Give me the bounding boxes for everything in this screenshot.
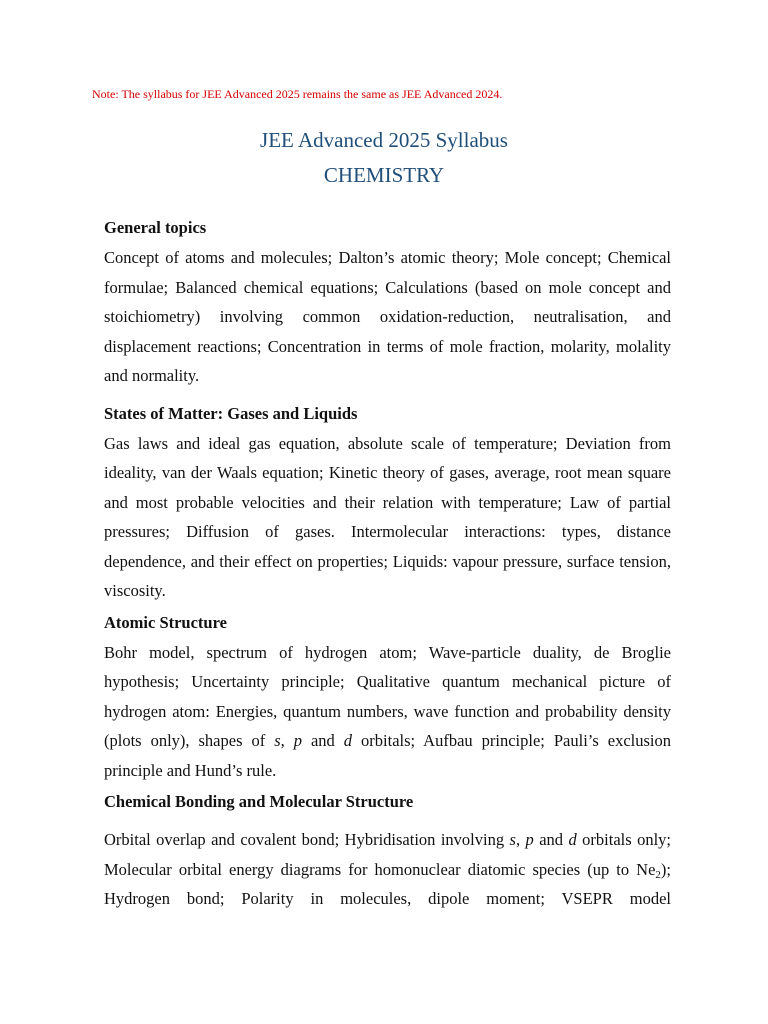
section-heading-atomic: Atomic Structure [104, 612, 227, 632]
section-body-atomic: Bohr model, spectrum of hydrogen atom; Wave-particle duality, de Broglie hypothesis; Uncertainty principle; Qualitative quantum mechanical picture of hydrogen atom: Energies, quantum numbers, wave function and probability density (plots only), shapes of s, p and d orbitals; Aufbau principle; Pauli’s exclusion principle and Hund’s rule. [104, 642, 672, 780]
page-title: JEE Advanced 2025 Syllabus [260, 128, 508, 152]
section-heading-states: States of Matter: Gases and Liquids [104, 403, 358, 423]
section-body-bonding: Orbital overlap and covalent bond; Hybridisation involving s, p and d orbitals only; Molecular orbital energy diagrams for homonuclear diatomic species (up to $Ne_2$); Hydrogen bond; Polarity in molecules, dipole moment; VSEPR model [104, 830, 671, 908]
subject-title: CHEMISTRY [323, 163, 445, 187]
section-body-general: Concept of atoms and molecules; Dalton’s atomic theory; Mole concept; Chemical formulae; Balanced chemical equations; Calculations (based on mole concept and stoichiometry) involving common oxidation-reduction, neutralisation, and displacement reactions; Concentration in terms of mole fraction, molarity, molality and normality. [104, 248, 671, 385]
section-heading-bonding: Chemical Bonding and Molecular Structure [104, 792, 414, 811]
section-body-states: Gas laws and ideal gas equation, absolute scale of temperature; Deviation from ideality, van der Waals equation; Kinetic theory of gases, average, root mean square and most probable velocities and their relation with temperature; Law of partial pressures; Diffusion of gases. Intermolecular interactions: types, distance dependence, and their effect on properties; Liquids: vapour pressure, surface tension, viscosity. [104, 433, 671, 600]
syllabus-note: Note: The syllabus for JEE Advanced 2025 remains the same as JEE Advanced 2024. [92, 87, 503, 101]
syllabus-content [104, 217, 671, 914]
section-heading-general: General topics [104, 218, 207, 237]
